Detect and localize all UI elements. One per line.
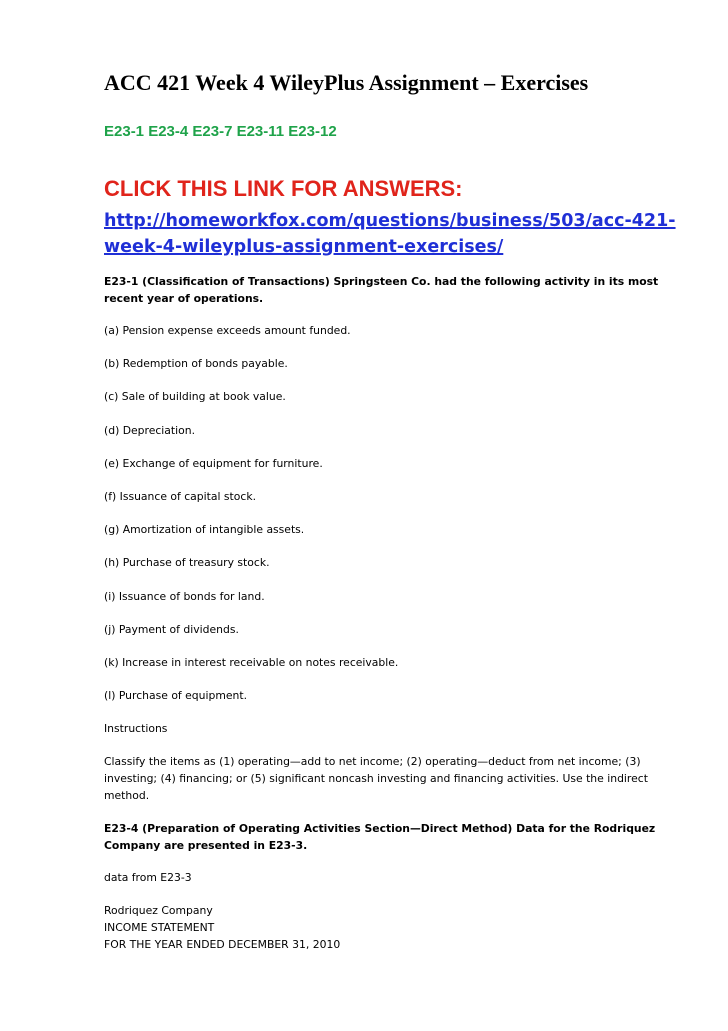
- list-item: (h) Purchase of treasury stock.: [104, 556, 270, 569]
- statement-period: FOR THE YEAR ENDED DECEMBER 31, 2010: [104, 938, 341, 951]
- statement-name: INCOME STATEMENT: [104, 921, 215, 934]
- list-item: (g) Amortization of intangible assets.: [104, 523, 305, 536]
- list-item: (j) Payment of dividends.: [104, 623, 239, 636]
- list-item: (f) Issuance of capital stock.: [104, 490, 257, 503]
- instructions-label: Instructions: [104, 722, 168, 735]
- list-item: (i) Issuance of bonds for land.: [104, 590, 265, 603]
- e23-1-heading: E23-1 (Classification of Transactions) Springsteen Co. had the following activity in its most recent year of operations.: [104, 275, 659, 305]
- list-item: (e) Exchange of equipment for furniture.: [104, 457, 323, 470]
- exercise-list: E23-1 E23-4 E23-7 E23-11 E23-12: [104, 123, 337, 140]
- click-for-answers-heading: CLICK THIS LINK FOR ANSWERS:: [104, 176, 463, 201]
- list-item: (l) Purchase of equipment.: [104, 689, 248, 702]
- list-item: (d) Depreciation.: [104, 424, 196, 437]
- document-title: ACC 421 Week 4 WileyPlus Assignment – Exercises: [104, 70, 589, 95]
- instructions-text: Classify the items as (1) operating—add to net income; (2) operating—deduct from net income; (3) investing; (4) financing; or (5) significant noncash investing and financing activities. Use the indirect method.: [104, 755, 648, 802]
- list-item: (a) Pension expense exceeds amount funded.: [104, 324, 351, 337]
- list-item: (k) Increase in interest receivable on notes receivable.: [104, 656, 399, 669]
- answers-link[interactable]: http://homeworkfox.com/questions/business/503/acc-421-week-4-wileyplus-assignment-exercises/: [104, 211, 676, 257]
- data-from-label: data from E23-3: [104, 871, 192, 884]
- company-name: Rodriquez Company: [104, 904, 213, 917]
- list-item: (c) Sale of building at book value.: [104, 390, 286, 403]
- e23-4-heading: E23-4 (Preparation of Operating Activities Section—Direct Method) Data for the Rodriquez Company are presented in E23-3.: [104, 822, 656, 852]
- list-item: (b) Redemption of bonds payable.: [104, 357, 288, 370]
